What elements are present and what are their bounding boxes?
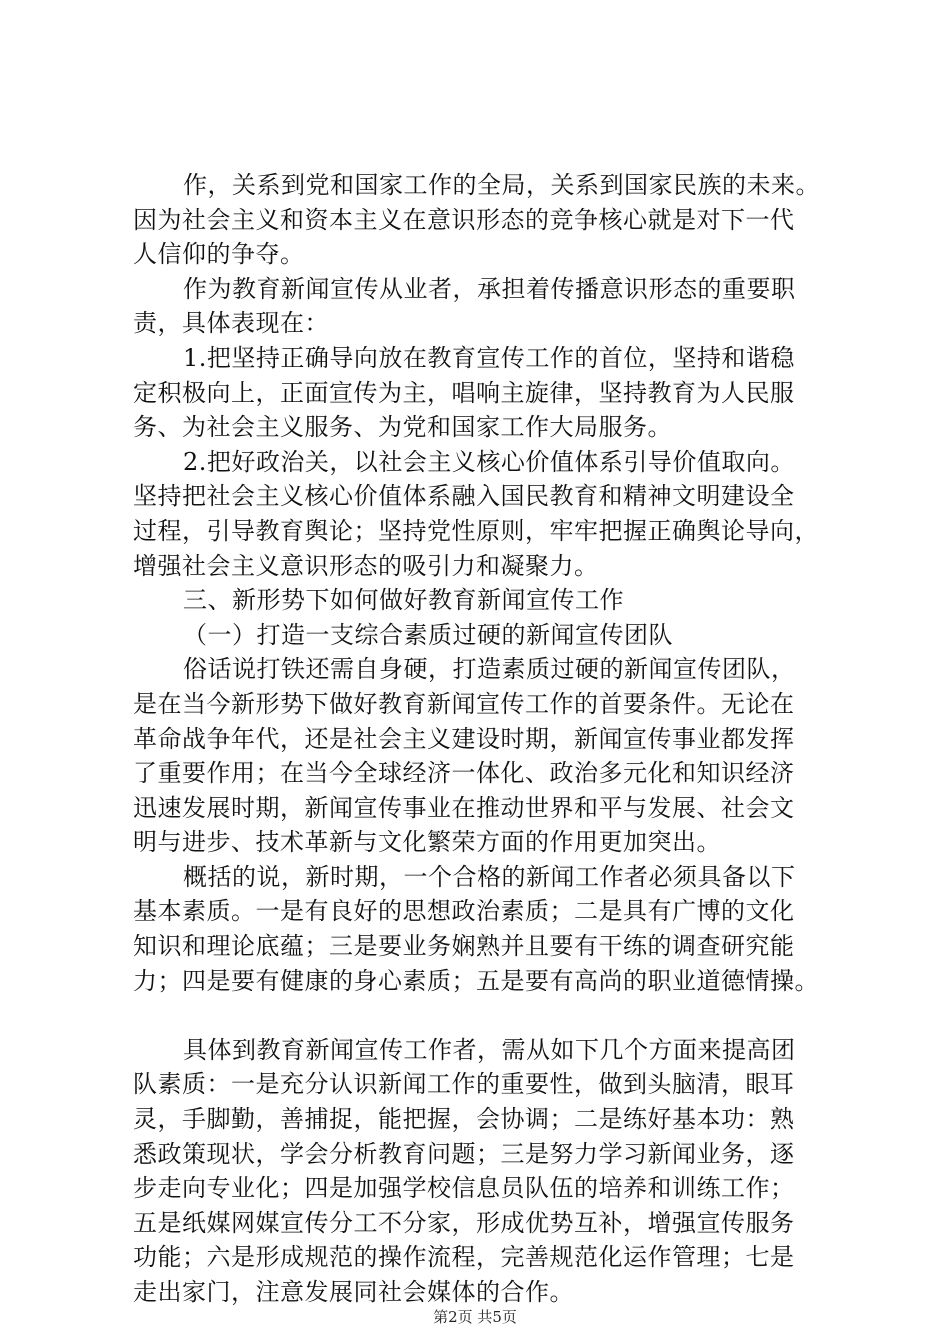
text-line: 迅速发展时期，新闻宣传事业在推动世界和平与发展、社会文 bbox=[133, 793, 795, 822]
text-line: 了重要作用；在当今全球经济一体化、政治多元化和知识经济 bbox=[133, 759, 795, 788]
text-line: 坚持把社会主义核心价值体系融入国民教育和精神文明建设全 bbox=[133, 482, 795, 511]
text-line: 概括的说，新时期，一个合格的新闻工作者必须具备以下 bbox=[183, 862, 796, 891]
text-line: 知识和理论底蕴；三是要业务娴熟并且要有干练的调查研究能 bbox=[133, 932, 795, 961]
text-line: 具体到教育新闻宣传工作者，需从如下几个方面来提高团 bbox=[183, 1035, 796, 1064]
section-heading: 三、新形势下如何做好教育新闻宣传工作 bbox=[183, 586, 624, 615]
subsection-heading: （一）打造一支综合素质过硬的新闻宣传团队 bbox=[183, 620, 673, 649]
text-line: 过程，引导教育舆论；坚持党性原则，牢牢把握正确舆论导向， bbox=[133, 516, 819, 545]
text-line: 功能；六是形成规范的操作流程，完善规范化运作管理；七是 bbox=[133, 1243, 795, 1272]
text-line: 基本素质。一是有良好的思想政治素质；二是具有广博的文化 bbox=[133, 897, 795, 926]
text-line: 因为社会主义和资本主义在意识形态的竞争核心就是对下一代 bbox=[133, 205, 795, 234]
text-line: 人信仰的争夺。 bbox=[133, 240, 305, 269]
text-line: 明与进步、技术革新与文化繁荣方面的作用更加突出。 bbox=[133, 828, 721, 857]
text-line: 步走向专业化；四是加强学校信息员队伍的培养和训练工作； bbox=[133, 1174, 795, 1203]
text-line: 走出家门，注意发展同社会媒体的合作。 bbox=[133, 1278, 574, 1306]
body-text bbox=[133, 168, 853, 1310]
blank-line bbox=[133, 998, 853, 1033]
text-line: 灵，手脚勤，善捕捉，能把握，会协调；二是练好基本功：熟 bbox=[133, 1105, 795, 1134]
text-line: 责，具体表现在： bbox=[133, 309, 329, 338]
list-item-1: 1.把坚持正确导向放在教育宣传工作的首位，坚持和谐稳 bbox=[183, 343, 795, 372]
text-line: 定积极向上，正面宣传为主，唱响主旋律，坚持教育为人民服 bbox=[133, 378, 795, 407]
text-line: 力；四是要有健康的身心素质；五是要有高尚的职业道德情操。 bbox=[133, 966, 819, 995]
list-item-2: 2.把好政治关，以社会主义核心价值体系引导价值取向。 bbox=[183, 447, 795, 476]
text-line: 作为教育新闻宣传从业者，承担着传播意识形态的重要职 bbox=[183, 274, 796, 303]
text-line: 革命战争年代，还是社会主义建设时期，新闻宣传事业都发挥 bbox=[133, 724, 795, 753]
text-line: 悉政策现状，学会分析教育问题；三是努力学习新闻业务，逐 bbox=[133, 1139, 795, 1168]
text-line: 作，关系到党和国家工作的全局，关系到国家民族的未来。 bbox=[183, 171, 820, 199]
text-line: 俗话说打铁还需自身硬，打造素质过硬的新闻宣传团队， bbox=[183, 655, 796, 684]
text-line: 务、为社会主义服务、为党和国家工作大局服务。 bbox=[133, 413, 672, 442]
page-number-footer: 第2页 共5页 bbox=[433, 1308, 517, 1326]
text-line: 五是纸媒网媒宣传分工不分家，形成优势互补，增强宣传服务 bbox=[133, 1208, 795, 1237]
text-line: 增强社会主义意识形态的吸引力和凝聚力。 bbox=[133, 551, 599, 580]
text-line: 是在当今新形势下做好教育新闻宣传工作的首要条件。无论在 bbox=[133, 689, 795, 718]
text-line: 队素质：一是充分认识新闻工作的重要性，做到头脑清，眼耳 bbox=[133, 1070, 795, 1099]
